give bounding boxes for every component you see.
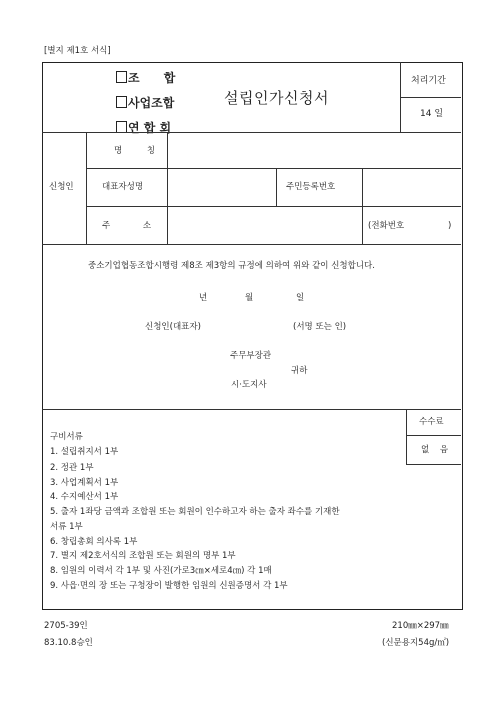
option-label: 조 합: [128, 71, 186, 85]
document-item: 3. 사업계획서 1부: [50, 478, 119, 488]
divider: [406, 409, 407, 464]
form-number-label: [별지 제1호 서식]: [44, 46, 111, 56]
name-label: 명 칭: [114, 146, 156, 156]
document-item: 2. 정관 1부: [50, 463, 94, 473]
name-input[interactable]: [168, 133, 460, 167]
document-item: 5. 출자 1좌당 금액과 조합원 또는 회원이 인수하고자 하는 출자 좌수를 기재한: [50, 507, 340, 517]
required-documents-title: 구비서류: [50, 432, 83, 442]
recipient-minister: 주무부장관: [230, 351, 272, 361]
approval-date: 83.10.8승인: [44, 638, 93, 648]
signature-note: (서명 또는 인): [293, 322, 347, 332]
document-item: 서류 1부: [50, 522, 83, 532]
fee-label: 수수료: [419, 417, 444, 427]
divider: [42, 409, 461, 410]
processing-period-value: 14 일: [420, 109, 444, 119]
document-item: 8. 임원의 이력서 각 1부 및 사진(가로3㎝×세로4㎝) 각 1매: [50, 566, 272, 576]
divider: [406, 435, 461, 436]
document-item: 1. 설립취지서 1부: [50, 447, 119, 457]
divider: [400, 97, 461, 98]
checkbox-icon[interactable]: [116, 96, 127, 108]
honorific: 귀하: [291, 366, 308, 376]
checkbox-icon[interactable]: [116, 71, 127, 83]
processing-period-label: 처리기간: [411, 76, 446, 86]
paper-size: 210㎜×297㎜: [392, 621, 449, 631]
phone-close-paren: ): [448, 221, 452, 231]
date-year-label: 년: [199, 293, 208, 303]
document-item: 9. 사읍·면의 장 또는 구청장이 발행한 임원의 신원증명서 각 1부: [50, 581, 288, 591]
option-cooperative[interactable]: [116, 67, 185, 86]
fee-value: 없 음: [421, 445, 449, 455]
option-label: 사업조합: [128, 96, 175, 110]
applicant-signature-label: 신청인(대표자): [145, 322, 201, 332]
option-federation[interactable]: [116, 117, 171, 136]
option-business-cooperative[interactable]: [116, 92, 174, 111]
divider: [86, 132, 87, 244]
resident-number-input[interactable]: [363, 169, 460, 205]
divider: [406, 464, 461, 465]
resident-number-label: 주민등록번호: [286, 182, 336, 192]
paper-type: (신문용지54g/㎡): [382, 638, 450, 648]
document-item: 4. 수지예산서 1부: [50, 492, 119, 502]
document-item: 7. 별지 제2호서식의 조합원 또는 회원의 명부 1부: [50, 551, 236, 561]
date-month-label: 월: [245, 293, 254, 303]
divider: [276, 168, 277, 206]
document-item: 6. 창립총회 의사록 1부: [50, 537, 138, 547]
form-code: 2705-39인: [44, 621, 88, 631]
option-label: 연 합 회: [128, 121, 172, 135]
date-day-label: 일: [296, 293, 305, 303]
applicant-section-label: 신청인: [49, 182, 74, 192]
phone-label: (전화번호: [368, 221, 405, 231]
form-title: 설립인가신청서: [224, 89, 329, 107]
representative-name-input[interactable]: [168, 169, 275, 205]
address-input[interactable]: [168, 207, 361, 243]
divider: [42, 244, 461, 245]
statement-text: 중소기업협동조합시행령 제8조 제3항의 규정에 의하여 위와 같이 신청합니다.: [88, 261, 375, 271]
address-label: 주 소: [102, 221, 152, 231]
recipient-governor: 시·도지사: [231, 380, 267, 390]
representative-name-label: 대표자성명: [102, 182, 144, 192]
